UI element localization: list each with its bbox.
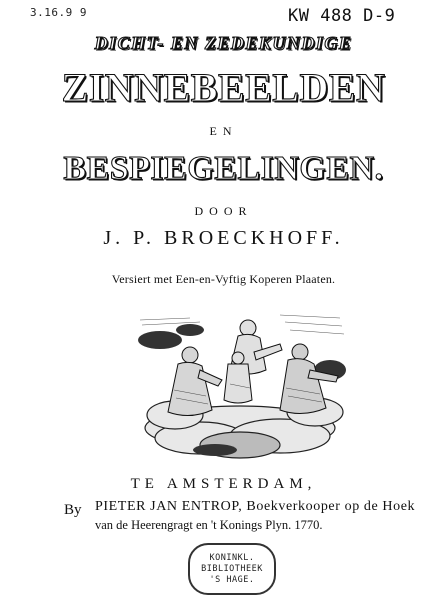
main-title-line2: BESPIEGELINGEN. (63, 150, 384, 187)
stamp-line: BIBLIOTHEEK (201, 563, 263, 574)
author-name: J. P. BROECKHOFF. (103, 227, 344, 249)
library-stamp (188, 543, 276, 595)
by-label: DOOR (194, 204, 253, 218)
conjunction: EN (209, 124, 238, 138)
shelfmark: KW 488 D-9 (288, 6, 396, 26)
figure-center (224, 320, 282, 403)
figure-left (168, 347, 222, 416)
pre-title: DICHT- EN ZEDEKUNDIGE (94, 33, 353, 53)
catalog-mark: 3.16.9 9 (30, 6, 87, 19)
imprint-address: van de Heerengragt en 't Konings Plyn. 1770. (95, 518, 323, 532)
stamp-line: KONINKL. (209, 552, 255, 563)
imprint-by: By (64, 502, 82, 518)
imprint-publisher: PIETER JAN ENTROP, Boekverkooper op de Hoek (95, 499, 416, 514)
main-title-line1: ZINNEBEELDEN (61, 65, 386, 110)
imprint-city: TE AMSTERDAM, (130, 476, 317, 492)
subtitle: Versiert met Een-en-Vyftig Koperen Plaaten. (111, 272, 336, 286)
engraving-vignette (130, 300, 350, 460)
stamp-line: 'S HAGE. (209, 574, 255, 585)
